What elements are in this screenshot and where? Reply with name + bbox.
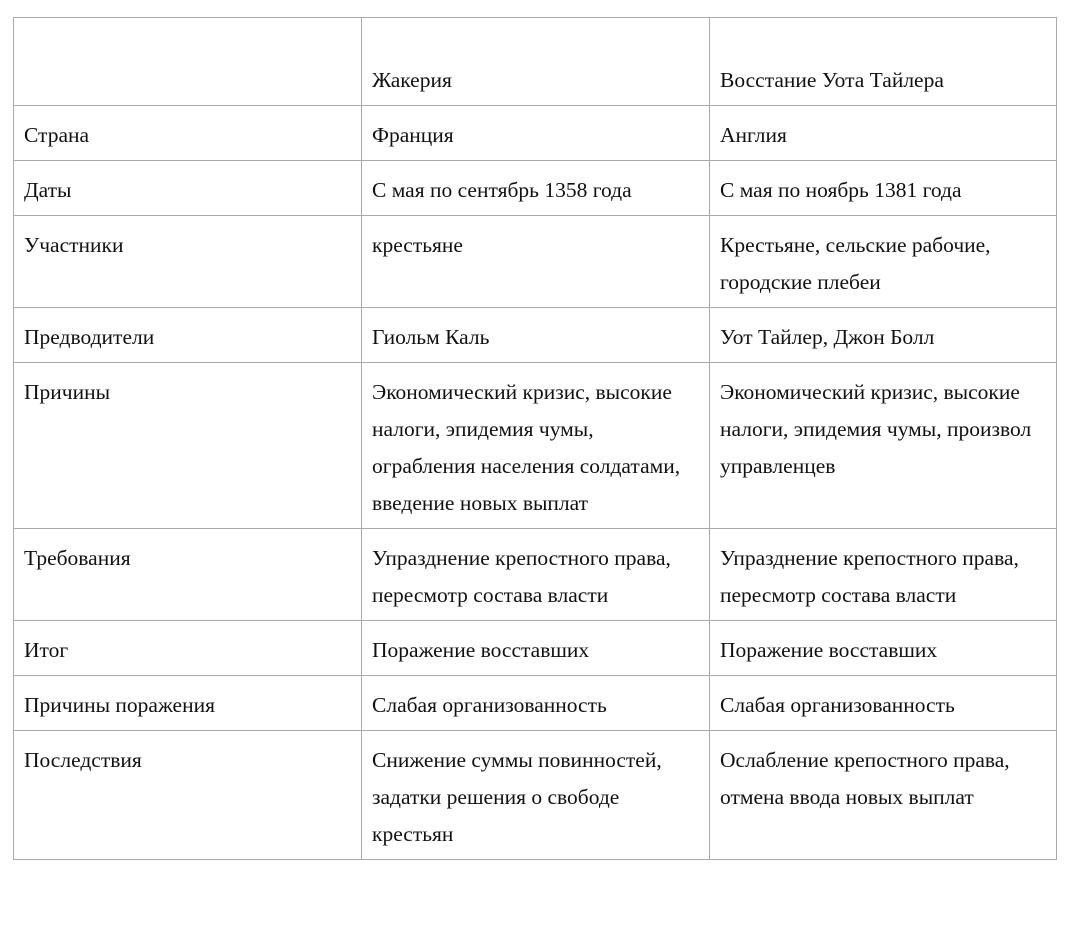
cell-wat-tyler: Англия — [710, 106, 1057, 161]
row-label: Участники — [14, 216, 362, 308]
table-row — [14, 363, 1057, 529]
cell-jacquerie: Поражение восставших — [362, 621, 710, 676]
header-corner-cell — [14, 18, 362, 106]
table-row — [14, 621, 1057, 676]
cell-wat-tyler: Поражение восставших — [710, 621, 1057, 676]
header-wat-tyler-rebellion: Восстание Уота Тайлера — [710, 18, 1057, 106]
cell-wat-tyler: Слабая организованность — [710, 676, 1057, 731]
cell-wat-tyler: Крестьяне, сельские рабочие, городские плебеи — [710, 216, 1057, 308]
cell-jacquerie: крестьяне — [362, 216, 710, 308]
table-row — [14, 161, 1057, 216]
row-label: Причины — [14, 363, 362, 529]
row-label: Даты — [14, 161, 362, 216]
cell-jacquerie: Снижение суммы повинностей, задатки решения о свободе крестьян — [362, 731, 710, 860]
cell-jacquerie: Слабая организованность — [362, 676, 710, 731]
cell-jacquerie: С мая по сентябрь 1358 года — [362, 161, 710, 216]
table-row — [14, 529, 1057, 621]
cell-wat-tyler: Упразднение крепостного права, пересмотр состава власти — [710, 529, 1057, 621]
row-label: Итог — [14, 621, 362, 676]
table-row — [14, 676, 1057, 731]
cell-jacquerie: Экономический кризис, высокие налоги, эпидемия чумы, ограбления населения солдатами, введение новых выплат — [362, 363, 710, 529]
cell-wat-tyler: С мая по ноябрь 1381 года — [710, 161, 1057, 216]
table-header-row — [14, 18, 1057, 106]
table-row — [14, 106, 1057, 161]
cell-jacquerie: Франция — [362, 106, 710, 161]
comparison-table — [13, 17, 1057, 860]
cell-jacquerie: Упразднение крепостного права, пересмотр состава власти — [362, 529, 710, 621]
cell-wat-tyler: Уот Тайлер, Джон Болл — [710, 308, 1057, 363]
row-label: Страна — [14, 106, 362, 161]
table-row — [14, 216, 1057, 308]
row-label: Предводители — [14, 308, 362, 363]
row-label: Требования — [14, 529, 362, 621]
header-jacquerie: Жакерия — [362, 18, 710, 106]
cell-jacquerie: Гиольм Каль — [362, 308, 710, 363]
table-row — [14, 308, 1057, 363]
row-label: Последствия — [14, 731, 362, 860]
cell-wat-tyler: Ослабление крепостного права, отмена ввода новых выплат — [710, 731, 1057, 860]
table-row — [14, 731, 1057, 860]
cell-wat-tyler: Экономический кризис, высокие налоги, эпидемия чумы, произвол управленцев — [710, 363, 1057, 529]
row-label: Причины поражения — [14, 676, 362, 731]
